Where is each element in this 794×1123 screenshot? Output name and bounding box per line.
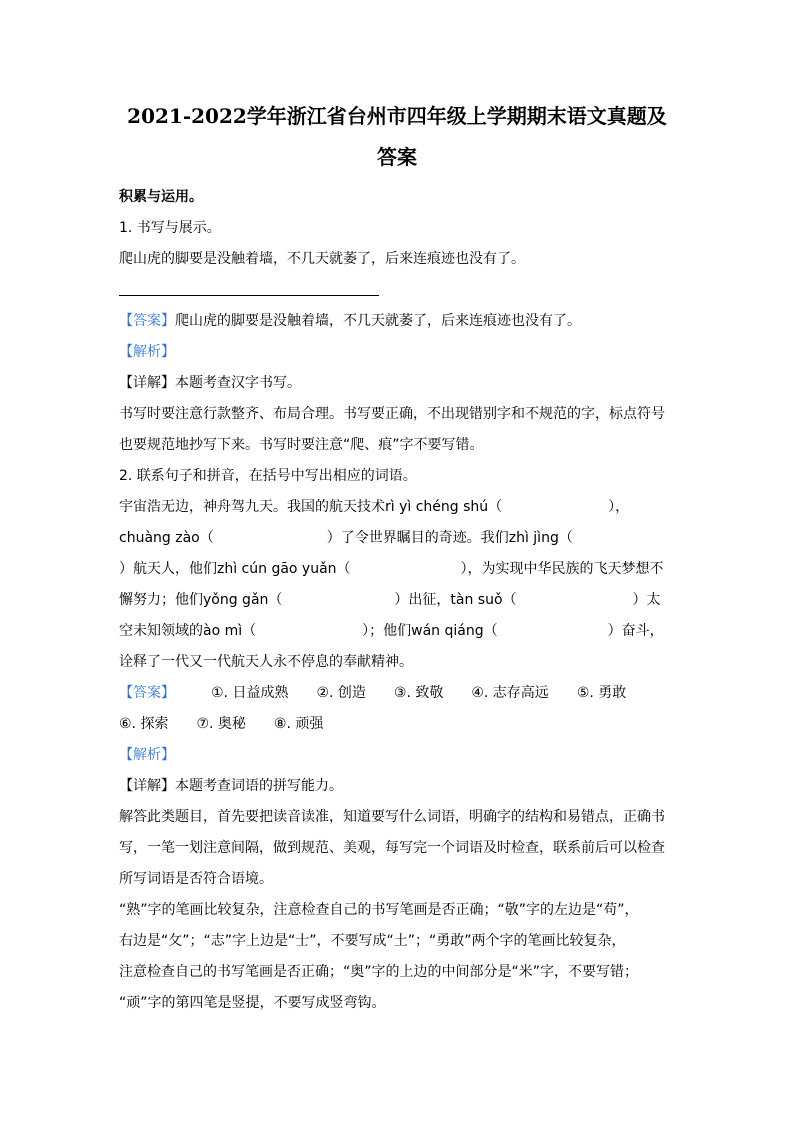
q2-passage-row3 (119, 559, 675, 579)
q2-explanation-line: 所写词语是否符合语境。 (119, 871, 273, 887)
q2-answer-item: ①. 日益成熟 (211, 685, 289, 701)
q1-explanation-line1: 书写时要注意行款整齐、布局合理。书写要正确，不出现错别字和不规范的字，标点符号 (119, 406, 665, 422)
q2-row4-text-b: ）出征，tàn suǒ（ (394, 592, 517, 608)
q2-row3-text-b: ），为实现中华民族的飞天梦想不 (460, 561, 664, 577)
q2-row4-text-c: ）太 (632, 592, 661, 608)
q2-answer-item: ④. 志存高远 (471, 685, 549, 701)
q2-row1-text-a: 宇宙浩无边，神舟驾九天。我国的航天技术rì yì chéng shú（ (119, 499, 503, 515)
q2-explanation-line: 解答此类题目，首先要把读音读准，知道要写什么词语，明确字的结构和易错点，正确书 (119, 809, 665, 825)
q2-row5-text-a: 空未知领域的ào mì（ (119, 623, 257, 639)
q2-answer-row1 (119, 683, 675, 703)
q2-answer-item: ②. 创造 (316, 685, 366, 701)
q2-passage-row6: 诠释了一代又一代航天人永不停息的奉献精神。 (119, 654, 413, 670)
answer-tag: 【答案】 (119, 685, 175, 701)
q2-explanation-line: 右边是“攵”；“志”字上边是“士”，不要写成“土”；“勇敢”两个字的笔画比较复杂， (119, 933, 626, 949)
q1-sentence: 爬山虎的脚要是没触着墙，不几天就萎了，后来连痕迹也没有了。 (119, 251, 525, 267)
q2-row5-text-c: ）奋斗， (607, 623, 664, 639)
q1-answer-text: 爬山虎的脚要是没触着墙，不几天就萎了，后来连痕迹也没有了。 (175, 313, 581, 329)
q2-row2-text-b: ）了令世界瞩目的奇迹。我们zhì jìng（ (326, 530, 573, 546)
q2-heading: 2. 联系句子和拼音，在括号中写出相应的词语。 (119, 468, 417, 484)
doc-title-line1: 2021-2022学年浙江省台州市四年级上学期期末语文真题及 (127, 104, 667, 128)
q1-writing-line (119, 295, 379, 296)
q1-answer (119, 311, 675, 331)
q2-passage-row2 (119, 528, 675, 548)
q2-row1-text-b: ）， (608, 499, 630, 515)
q2-row2-text-a: chuàng zào（ (119, 530, 214, 546)
q2-explanation-line: 写，一笔一划注意间隔，做到规范、美观，每写完一个词语及时检查，联系前后可以检查 (119, 840, 665, 856)
q2-row4-text-a: 懈努力；他们yǒng gǎn（ (119, 592, 283, 608)
q2-explanation-line: “熟”字的笔画比较复杂，注意检查自己的书写笔画是否正确；“敬”字的左边是“苟”， (119, 902, 639, 918)
q2-answer-item: ③. 致敬 (393, 685, 444, 701)
doc-title-line2: 答案 (377, 145, 417, 169)
q2-detail (119, 776, 675, 796)
q1-explanation-line2: 也要规范地抄写下来。书写时要注意“爬、痕”字不要写错。 (119, 437, 484, 453)
q1-detail-text: 本题考查汉字书写。 (175, 375, 301, 391)
q2-row5-text-b: ）；他们wán qiáng（ (362, 623, 498, 639)
q1-heading: 1. 书写与展示。 (119, 220, 221, 236)
detail-tag: 【详解】 (119, 778, 175, 794)
q2-analysis-tag: 【解析】 (119, 747, 175, 763)
q2-passage-row1 (119, 497, 675, 517)
q2-answer-row2 (119, 714, 675, 734)
q1-analysis-tag: 【解析】 (119, 344, 175, 360)
q2-passage-row5 (119, 621, 675, 641)
answer-tag: 【答案】 (119, 313, 175, 329)
q2-detail-text: 本题考查词语的拼写能力。 (175, 778, 343, 794)
q2-row3-text-a: ）航天人，他们zhì cún gāo yuǎn（ (119, 561, 351, 577)
q2-answer-item: ⑦. 奥秘 (196, 716, 246, 732)
q2-explanation-line: 注意检查自己的书写笔画是否正确；“奥”字的上边的中间部分是“米”字，不要写错； (119, 964, 639, 980)
q1-detail (119, 373, 675, 393)
q2-answer-item: ⑥. 探索 (119, 716, 169, 732)
q2-explanation-line: “顽”字的第四笔是竖提，不要写成竖弯钩。 (119, 995, 386, 1011)
detail-tag: 【详解】 (119, 375, 175, 391)
q2-answer-item: ⑧. 顽强 (273, 716, 324, 732)
q2-answer-item: ⑤. 勇敢 (576, 685, 627, 701)
q2-passage-row4 (119, 590, 675, 610)
section-heading: 积累与运用。 (119, 189, 203, 205)
